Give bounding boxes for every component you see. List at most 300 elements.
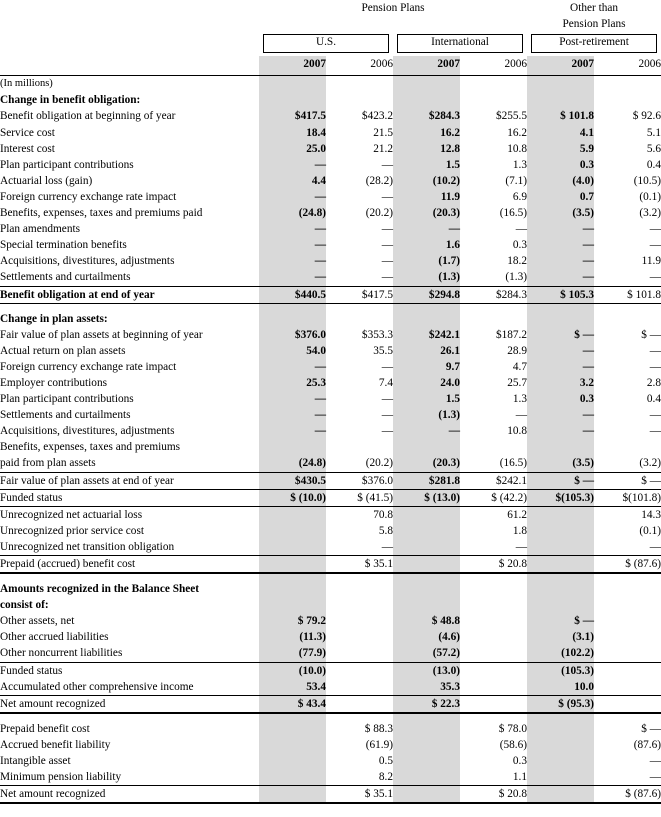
data-row xyxy=(0,737,661,753)
row-value: — xyxy=(259,157,326,173)
row-value xyxy=(594,311,661,327)
row-value xyxy=(460,311,527,327)
row-value xyxy=(259,581,326,597)
data-row xyxy=(0,407,661,423)
row-value: $ 20.8 xyxy=(460,786,527,804)
row-value: — xyxy=(381,271,393,284)
row-value: $ 78.0 xyxy=(498,722,528,735)
row-value: 4.4 xyxy=(259,173,326,189)
row-label: Unrecognized net actuarial loss xyxy=(0,508,143,521)
row-value xyxy=(393,713,460,721)
row-value: (58.6) xyxy=(499,738,528,751)
row-value: — xyxy=(259,407,326,423)
row-value xyxy=(326,679,393,696)
row-label: Settlements and curtailments xyxy=(0,409,131,422)
row-value: (3.5) xyxy=(527,455,594,472)
row-value: (3.1) xyxy=(527,629,594,645)
row-value: $(105.3) xyxy=(527,489,594,506)
row-value: — xyxy=(515,409,528,422)
row-value: $423.2 xyxy=(361,110,393,123)
row-value: $ 22.3 xyxy=(393,695,460,713)
row-value xyxy=(460,597,527,613)
row-value xyxy=(527,303,594,311)
row-value: (0.1) xyxy=(639,190,661,203)
row-value xyxy=(527,581,594,597)
blank-1 xyxy=(326,76,393,93)
row-value xyxy=(326,439,393,455)
row-value: 16.2 xyxy=(507,126,528,139)
row-value: — xyxy=(649,239,661,252)
prepaid-benefit-cost-row xyxy=(0,556,661,574)
row-value: (3.5) xyxy=(527,205,594,221)
row-value: $376.0 xyxy=(259,327,326,343)
data-row xyxy=(0,506,661,523)
row-value: — xyxy=(381,540,393,553)
row-value xyxy=(460,695,527,713)
row-value: (24.8) xyxy=(259,455,326,472)
row-value xyxy=(527,92,594,108)
row-value: — xyxy=(381,190,393,203)
data-row xyxy=(0,662,661,679)
row-value: $ — xyxy=(594,472,661,489)
total-row-plan-assets xyxy=(0,472,661,489)
row-value xyxy=(594,613,661,629)
row-value: $ — xyxy=(527,613,594,629)
header-postretirement-label: Post-retirement xyxy=(531,34,657,53)
row-label: Special termination benefits xyxy=(0,239,127,252)
row-label: Funded status xyxy=(0,489,259,506)
row-value xyxy=(259,721,326,737)
row-value: 0.3 xyxy=(527,391,594,407)
data-row xyxy=(0,721,661,737)
row-value xyxy=(393,581,460,597)
header-year-intl-2006: 2006 xyxy=(504,58,528,71)
row-value: — xyxy=(649,223,661,236)
row-value: (16.5) xyxy=(499,457,528,470)
spacer-row xyxy=(0,573,661,581)
row-value xyxy=(594,581,661,597)
row-value: 0.3 xyxy=(512,755,528,768)
row-label: paid from plan assets xyxy=(0,457,96,470)
row-value: (1.3) xyxy=(505,271,528,284)
row-value xyxy=(326,581,393,597)
row-value xyxy=(527,786,594,804)
data-row xyxy=(0,679,661,696)
row-value: 1.3 xyxy=(512,393,528,406)
row-value: — xyxy=(649,409,661,422)
row-value: 35.5 xyxy=(373,344,393,357)
row-value: (4.6) xyxy=(393,629,460,645)
row-value xyxy=(259,439,326,455)
row-value: $417.5 xyxy=(259,108,326,124)
balance-sheet-title-2 xyxy=(0,597,661,613)
row-value: 8.2 xyxy=(378,771,393,784)
row-value: 1.6 xyxy=(393,237,460,253)
row-label: Benefit obligation at beginning of year xyxy=(0,110,176,123)
row-value xyxy=(527,439,594,455)
row-value xyxy=(393,597,460,613)
row-label: Unrecognized net transition obligation xyxy=(0,540,175,553)
row-value: 35.3 xyxy=(393,679,460,696)
row-value: — xyxy=(527,407,594,423)
data-row xyxy=(0,523,661,539)
row-value xyxy=(393,556,460,574)
data-row xyxy=(0,375,661,391)
row-value: (87.6) xyxy=(633,738,661,751)
row-value: — xyxy=(259,189,326,205)
row-value: — xyxy=(515,540,528,553)
row-value: 53.4 xyxy=(259,679,326,696)
row-value xyxy=(594,303,661,311)
row-value: 21.5 xyxy=(373,126,393,139)
shade-3 xyxy=(527,76,594,93)
data-row xyxy=(0,125,661,141)
row-value: 9.7 xyxy=(393,359,460,375)
row-value: (13.0) xyxy=(393,662,460,679)
data-row xyxy=(0,189,661,205)
row-label: Employer contributions xyxy=(0,376,107,389)
data-row xyxy=(0,539,661,556)
row-value: (77.9) xyxy=(259,645,326,662)
row-label: Acquisitions, divestitures, adjustments xyxy=(0,425,175,438)
row-value: — xyxy=(259,253,326,269)
data-row xyxy=(0,327,661,343)
row-value xyxy=(594,713,661,721)
row-value: — xyxy=(527,359,594,375)
row-value: $ 105.3 xyxy=(527,286,594,303)
data-row xyxy=(0,343,661,359)
row-value: — xyxy=(381,239,393,252)
row-label: Unrecognized prior service cost xyxy=(0,524,144,537)
data-row xyxy=(0,753,661,769)
row-value xyxy=(326,303,393,311)
row-value: $281.8 xyxy=(393,472,460,489)
row-value xyxy=(527,721,594,737)
row-value: — xyxy=(649,540,661,553)
row-value: 3.2 xyxy=(527,375,594,391)
row-value: — xyxy=(381,360,393,373)
row-value xyxy=(460,679,527,696)
row-value xyxy=(326,713,393,721)
data-row xyxy=(0,613,661,629)
row-value xyxy=(259,303,326,311)
row-value: — xyxy=(527,423,594,439)
row-label: Prepaid benefit cost xyxy=(0,722,90,735)
data-row xyxy=(0,157,661,173)
row-label: Acquisitions, divestitures, adjustments xyxy=(0,255,175,268)
row-value: (1.3) xyxy=(393,269,460,286)
row-label: Funded status xyxy=(0,662,259,679)
row-value: (10.2) xyxy=(393,173,460,189)
row-label: Other accrued liabilities xyxy=(0,631,109,644)
row-value: (11.3) xyxy=(259,629,326,645)
row-value xyxy=(259,786,326,804)
row-value: $ — xyxy=(641,722,661,735)
row-label: Amounts recognized in the Balance Sheet xyxy=(0,583,200,596)
row-value: 10.8 xyxy=(507,142,528,155)
header-other-line1: Other than xyxy=(570,2,619,14)
row-value: 4.7 xyxy=(512,360,528,373)
row-value xyxy=(326,645,393,662)
row-value: $ 79.2 xyxy=(259,613,326,629)
row-value xyxy=(460,613,527,629)
row-value: $255.5 xyxy=(495,110,528,123)
row-label xyxy=(0,303,259,311)
row-label: Accumulated other comprehensive income xyxy=(0,680,194,693)
row-label: consist of: xyxy=(0,599,49,612)
net-amount-recognized-row-2 xyxy=(0,786,661,804)
row-label: Benefits, expenses, taxes and premiums paid xyxy=(0,207,203,220)
header-year-us-2006: 2006 xyxy=(370,58,393,71)
header-year-us-2007: 2007 xyxy=(259,56,326,72)
header-year-row xyxy=(0,56,661,72)
row-value xyxy=(259,92,326,108)
row-value xyxy=(393,539,460,556)
header-group-row-1 xyxy=(0,0,661,16)
row-value: $353.3 xyxy=(361,328,393,341)
shade-1 xyxy=(259,76,326,93)
row-value xyxy=(460,573,527,581)
data-row xyxy=(0,108,661,124)
row-value: (10.5) xyxy=(633,174,661,187)
row-value: 0.3 xyxy=(512,239,528,252)
row-value xyxy=(527,539,594,556)
row-value: (16.5) xyxy=(499,207,528,220)
data-row xyxy=(0,221,661,237)
header-blank-4 xyxy=(0,32,259,56)
row-label: Fair value of plan assets at beginning of year xyxy=(0,328,203,341)
row-value: — xyxy=(381,393,393,406)
row-value xyxy=(527,311,594,327)
row-value xyxy=(393,523,460,539)
row-label: Fair value of plan assets at end of year xyxy=(0,472,259,489)
header-year-post-2006: 2006 xyxy=(638,58,661,71)
row-value xyxy=(393,753,460,769)
row-value: $ 48.8 xyxy=(393,613,460,629)
data-row xyxy=(0,359,661,375)
header-international-label: International xyxy=(397,34,523,53)
row-value xyxy=(460,662,527,679)
row-value xyxy=(527,713,594,721)
row-value: 16.2 xyxy=(393,125,460,141)
row-value xyxy=(527,523,594,539)
funded-status-row xyxy=(0,489,661,506)
row-value xyxy=(326,573,393,581)
section-title-change-plan-assets xyxy=(0,311,661,327)
row-value: — xyxy=(381,425,393,438)
row-label: Actuarial loss (gain) xyxy=(0,174,93,187)
row-value: 14.3 xyxy=(641,508,661,521)
row-value: — xyxy=(649,755,661,768)
row-value xyxy=(393,573,460,581)
header-group-row-2 xyxy=(0,16,661,32)
data-row xyxy=(0,439,661,455)
row-value: 0.4 xyxy=(646,393,661,406)
table-body xyxy=(0,92,661,803)
row-value xyxy=(527,769,594,786)
row-label: Prepaid (accrued) benefit cost xyxy=(0,556,259,574)
header-blank xyxy=(0,0,259,16)
row-label: Plan participant contributions xyxy=(0,393,134,406)
row-value xyxy=(527,573,594,581)
data-row xyxy=(0,237,661,253)
row-value: (1.3) xyxy=(393,407,460,423)
row-value: 28.9 xyxy=(507,344,528,357)
row-value: — xyxy=(649,344,661,357)
row-value xyxy=(259,311,326,327)
row-value: (1.7) xyxy=(393,253,460,269)
row-value: $ 101.8 xyxy=(527,108,594,124)
row-value: 10.0 xyxy=(527,679,594,696)
row-value: 1.1 xyxy=(512,771,528,784)
row-value: $ (87.6) xyxy=(594,556,661,574)
row-value xyxy=(326,613,393,629)
row-label: Benefit obligation at end of year xyxy=(0,286,259,303)
data-row xyxy=(0,253,661,269)
data-row xyxy=(0,141,661,157)
row-value: 25.0 xyxy=(259,141,326,157)
data-row xyxy=(0,423,661,439)
row-value xyxy=(460,581,527,597)
row-value: — xyxy=(527,269,594,286)
row-value xyxy=(594,629,661,645)
spacer-row xyxy=(0,303,661,311)
row-value: (105.3) xyxy=(527,662,594,679)
net-amount-recognized-row xyxy=(0,695,661,713)
row-value: 6.9 xyxy=(512,190,528,203)
header-postret-cell xyxy=(527,32,661,56)
row-value: — xyxy=(381,255,393,268)
row-value: $ 35.1 xyxy=(326,786,393,804)
row-value: (4.0) xyxy=(527,173,594,189)
row-value xyxy=(393,311,460,327)
row-value: $187.2 xyxy=(495,328,528,341)
row-value xyxy=(393,303,460,311)
row-value: — xyxy=(527,253,594,269)
row-value xyxy=(326,92,393,108)
row-value xyxy=(527,506,594,523)
data-row xyxy=(0,645,661,662)
row-value xyxy=(594,92,661,108)
row-value: 0.7 xyxy=(527,189,594,205)
row-value: 4.1 xyxy=(527,125,594,141)
row-value: — xyxy=(515,223,528,236)
row-value: (20.2) xyxy=(365,457,393,470)
row-value xyxy=(326,662,393,679)
row-value: (20.3) xyxy=(393,205,460,221)
total-row-benefit-obligation xyxy=(0,286,661,303)
row-value xyxy=(527,556,594,574)
data-row xyxy=(0,205,661,221)
row-label: Net amount recognized xyxy=(0,786,259,804)
row-value: $ 101.8 xyxy=(594,286,661,303)
row-value: $284.3 xyxy=(393,108,460,124)
data-row xyxy=(0,629,661,645)
row-value: — xyxy=(259,237,326,253)
row-value: 1.5 xyxy=(393,157,460,173)
row-label: Change in plan assets: xyxy=(0,312,108,325)
row-value xyxy=(527,737,594,753)
row-value: $430.5 xyxy=(259,472,326,489)
row-value: 18.4 xyxy=(259,125,326,141)
row-value: (3.2) xyxy=(639,457,661,470)
row-value: 0.4 xyxy=(646,158,661,171)
row-value: $376.0 xyxy=(326,472,393,489)
row-value: (28.2) xyxy=(365,174,393,187)
shade-2 xyxy=(393,76,460,93)
row-value: $ (95.3) xyxy=(527,695,594,713)
row-value xyxy=(594,695,661,713)
row-value: 5.1 xyxy=(646,126,661,139)
row-value: $440.5 xyxy=(259,286,326,303)
row-value: $ 20.8 xyxy=(460,556,527,574)
row-value: $ — xyxy=(527,472,594,489)
balance-sheet-title-1 xyxy=(0,581,661,597)
row-value: $ (42.2) xyxy=(460,489,527,506)
row-value: — xyxy=(259,359,326,375)
row-value: 0.5 xyxy=(378,755,393,768)
header-blank-2 xyxy=(0,16,259,32)
row-value: — xyxy=(649,271,661,284)
row-value: 1.8 xyxy=(512,524,528,537)
row-label: Service cost xyxy=(0,126,55,139)
data-row xyxy=(0,455,661,472)
row-value xyxy=(393,92,460,108)
row-value xyxy=(393,439,460,455)
row-label xyxy=(0,713,259,721)
units-note: (In millions) xyxy=(0,78,53,90)
row-value: $ (13.0) xyxy=(393,489,460,506)
row-value: 26.1 xyxy=(393,343,460,359)
row-value: 1.5 xyxy=(393,391,460,407)
row-value: 5.6 xyxy=(646,142,661,155)
row-value: (57.2) xyxy=(393,645,460,662)
row-value xyxy=(460,629,527,645)
row-value: $ (87.6) xyxy=(594,786,661,804)
row-value: 21.2 xyxy=(373,142,393,155)
header-year-post-2007: 2007 xyxy=(527,56,594,72)
row-value xyxy=(460,645,527,662)
row-value: — xyxy=(649,360,661,373)
row-value: 70.8 xyxy=(373,508,393,521)
row-value xyxy=(594,679,661,696)
row-value xyxy=(259,597,326,613)
row-label: Plan participant contributions xyxy=(0,158,134,171)
row-value: 24.0 xyxy=(393,375,460,391)
row-value: 11.9 xyxy=(641,255,661,268)
row-value: — xyxy=(527,343,594,359)
row-value xyxy=(326,629,393,645)
row-value xyxy=(259,769,326,786)
header-us-cell xyxy=(259,32,393,56)
row-value: — xyxy=(527,237,594,253)
row-value xyxy=(259,753,326,769)
row-value xyxy=(460,713,527,721)
row-value: (24.8) xyxy=(259,205,326,221)
row-value xyxy=(594,662,661,679)
row-value xyxy=(460,92,527,108)
row-value: — xyxy=(393,221,460,237)
row-value: $417.5 xyxy=(326,286,393,303)
row-value: 18.2 xyxy=(507,255,528,268)
row-value xyxy=(594,439,661,455)
row-value: (0.1) xyxy=(639,524,661,537)
header-boxes-row xyxy=(0,32,661,56)
row-value: — xyxy=(649,425,661,438)
data-row xyxy=(0,269,661,286)
row-label: Net amount recognized xyxy=(0,695,259,713)
row-value: $284.3 xyxy=(460,286,527,303)
